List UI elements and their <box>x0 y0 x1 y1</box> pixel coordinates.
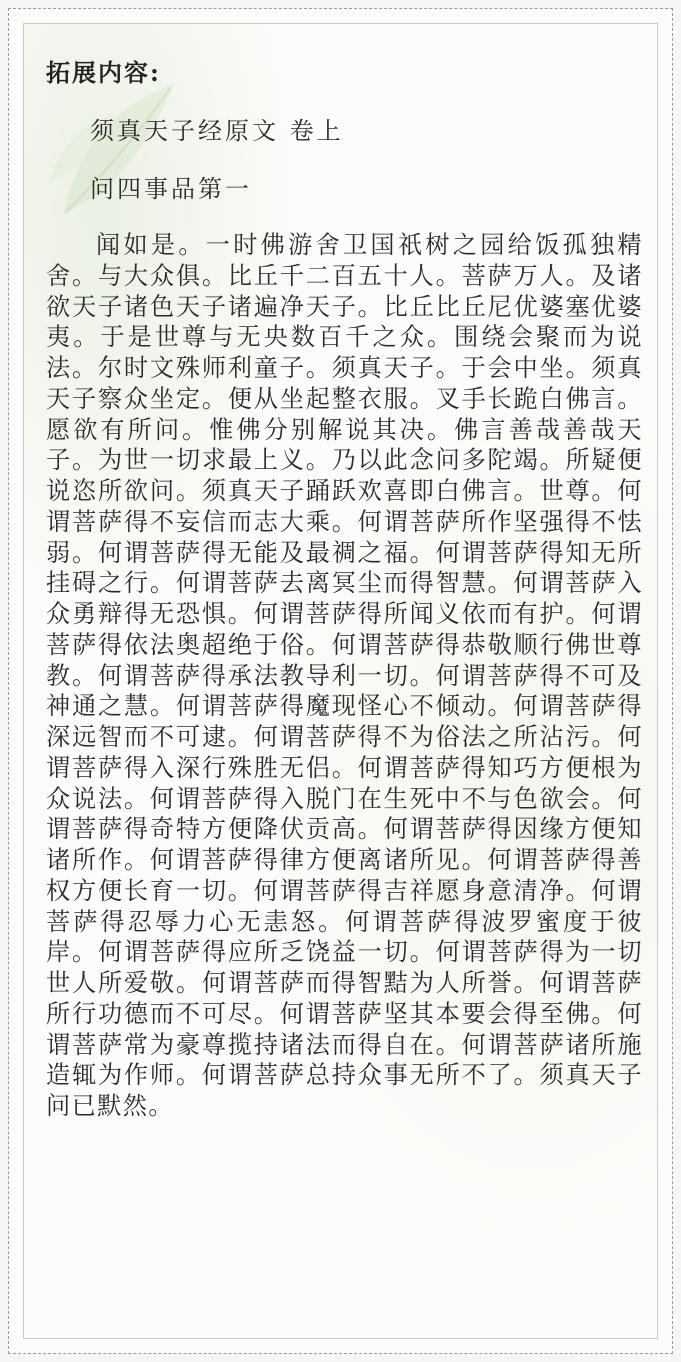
chapter-title: 问四事品第一 <box>90 175 252 203</box>
paper-panel <box>23 23 658 1339</box>
sutra-title: 须真天子经原文 卷上 <box>90 117 344 145</box>
article-content <box>46 24 643 1122</box>
section-heading: 拓展内容: <box>46 58 161 87</box>
sutra-body-text: 闻如是。一时佛游舍卫国祇树之园给饭孤独精舍。与大众俱。比丘千二百五十人。菩萨万人。及诸欲天子诸色天子诸遍净天子。比丘比丘尼优婆塞优婆夷。于是世尊与无央数百千之众。围绕会聚而为说法。尔时文殊师利童子。须真天子。于会中坐。须真天子察众坐定。便从坐起整衣服。叉手长跪白佛言。愿欲有所问。惟佛分别解说其决。佛言善哉善哉天子。为世一切求最上义。乃以此念问多陀竭。所疑便说恣所欲问。须真天子踊跃欢喜即白佛言。世尊。何谓菩萨得不妄信而志大乘。何谓菩萨所作坚强得不怯弱。何谓菩萨得无能及最禂之福。何谓菩萨得知无所挂碍之行。何谓菩萨去离冥尘而得智慧。何谓菩萨入众勇辩得无恐惧。何谓菩萨得所闻义依而有护。何谓菩萨得依法奥超绝于俗。何谓菩萨得恭敬顺行佛世尊教。何谓菩萨得承法教导利一切。何谓菩萨得不可及神通之慧。何谓菩萨得魔现怪心不倾动。何谓菩萨得深远智而不可逮。何谓菩萨得不为俗法之所沾污。何谓菩萨得入深行殊胜无侣。何谓菩萨得知巧方便根为众说法。何谓菩萨得入脱门在生死中不与色欲会。何谓菩萨得奇特方便降伏贡高。何谓菩萨得因缘方便知诸所作。何谓菩萨得律方便离诸所见。何谓菩萨得善权方便长育一切。何谓菩萨得吉祥愿身意清净。何谓菩萨得忍辱力心无恚怒。何谓菩萨得波罗蜜度于彼岸。何谓菩萨得应所乏饶益一切。何谓菩萨得为一切世人所爱敬。何谓菩萨而得智黠为人所誉。何谓菩萨所行功德而不可尽。何谓菩萨坚其本要会得至佛。何谓菩萨常为豪尊揽持诸法而得自在。何谓菩萨诸所施造辄为作师。何谓菩萨总持众事无所不了。须真天子问已默然。 <box>46 231 643 1120</box>
outer-dashed-frame <box>8 8 673 1354</box>
